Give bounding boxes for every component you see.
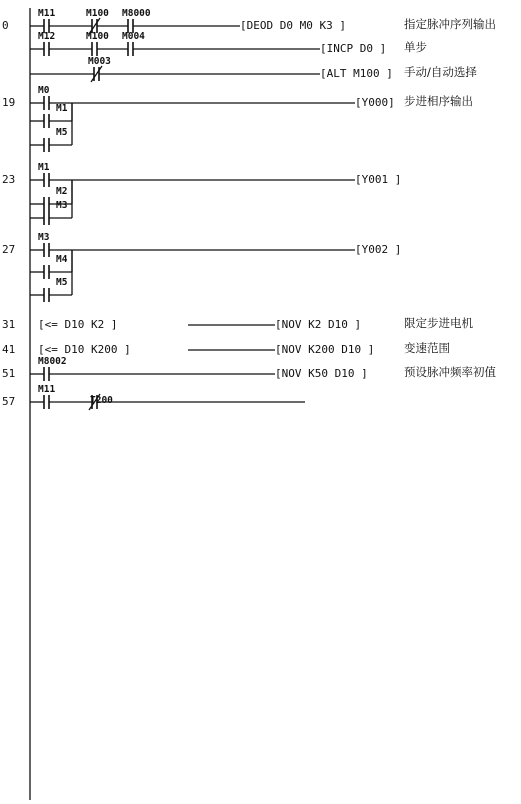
branch-contact xyxy=(44,211,49,225)
step-number: 31 xyxy=(2,318,16,331)
contact-label: M11 xyxy=(38,384,56,395)
contact-label: M4 xyxy=(56,254,68,265)
contact-label: M8000 xyxy=(122,8,151,19)
instruction-box: [NOV K200 D10 ] xyxy=(275,343,375,356)
instruction-box: [DEOD D0 M0 K3 ] xyxy=(240,19,346,32)
instruction-box: [NOV K2 D10 ] xyxy=(275,318,362,331)
rung-comment: 手动/自动选择 xyxy=(404,65,477,79)
compare-instruction: [<= D10 K200 ] xyxy=(38,343,131,356)
instruction-box: [Y001 ] xyxy=(355,173,402,186)
contact-label: M11 xyxy=(38,8,56,19)
contact xyxy=(44,243,49,257)
contact-label: M100 xyxy=(86,31,109,42)
contact-label: M8002 xyxy=(38,356,67,367)
contact-label: M2 xyxy=(56,186,68,197)
compare-instruction: [<= D10 K2 ] xyxy=(38,318,118,331)
contact xyxy=(44,367,49,381)
rung-comment: 步进相序输出 xyxy=(404,94,473,108)
instruction-box: [NOV K50 D10 ] xyxy=(275,367,368,380)
branch-contact xyxy=(44,288,49,302)
contact xyxy=(44,96,49,110)
branch-contact xyxy=(44,138,49,152)
instruction-box: [ALT M100 ] xyxy=(320,67,393,80)
step-number: 51 xyxy=(2,367,16,380)
rung-comment: 指定脉冲序列输出 xyxy=(404,17,496,31)
contact xyxy=(128,42,133,56)
contact-label: M003 xyxy=(88,56,111,67)
contact-label: T200 xyxy=(90,395,113,406)
contact-label: M3 xyxy=(38,232,50,243)
contact-label: M004 xyxy=(122,31,145,42)
step-number: 41 xyxy=(2,343,16,356)
rung-comment: 限定步进电机 xyxy=(404,316,473,330)
step-number: 23 xyxy=(2,173,16,186)
branch-contact xyxy=(44,197,49,211)
step-number: 57 xyxy=(2,395,16,408)
branch-contact xyxy=(44,114,49,128)
contact xyxy=(44,395,49,409)
rung-comment: 变速范围 xyxy=(404,341,450,355)
step-number: 0 xyxy=(2,19,9,32)
branch-contact xyxy=(44,265,49,279)
contact xyxy=(92,42,97,56)
contact-label: M3 xyxy=(56,200,68,211)
contact-label: M100 xyxy=(86,8,109,19)
contact-label: M5 xyxy=(56,277,68,288)
instruction-box: [Y000] xyxy=(355,96,395,109)
contact-label: M1 xyxy=(38,162,50,173)
instruction-box: [Y002 ] xyxy=(355,243,402,256)
contact-label: M12 xyxy=(38,31,56,42)
contact-label: M0 xyxy=(38,85,50,96)
step-number: 19 xyxy=(2,96,16,109)
step-number: 27 xyxy=(2,243,16,256)
contact xyxy=(44,173,49,187)
rung-comment: 单步 xyxy=(404,40,427,54)
rung-comment: 预设脉冲频率初值 xyxy=(404,365,496,379)
contact xyxy=(44,42,49,56)
contact-label: M1 xyxy=(56,103,68,114)
instruction-box: [INCP D0 ] xyxy=(320,42,387,55)
contact-label: M5 xyxy=(56,127,68,138)
